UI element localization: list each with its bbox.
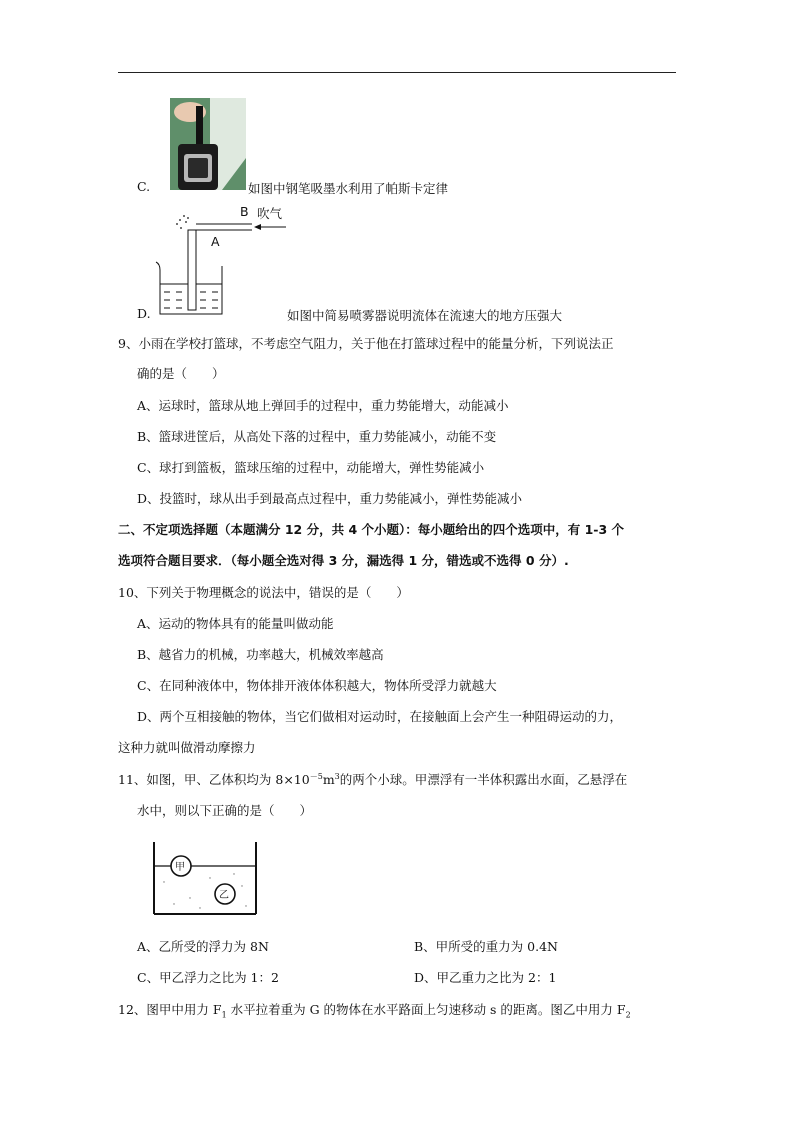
header-rule (118, 72, 676, 73)
ball-yi-label: 乙 (219, 890, 229, 901)
q11-exponent: －5 (309, 771, 323, 781)
q10-option-c: C、在同种液体中，物体排开液体体积越大，物体所受浮力就越大 (137, 678, 497, 693)
diagram-label-blow: 吹气 (257, 206, 283, 221)
q9-option-d: D、投篮时，球从出手到最高点过程中，重力势能减小，弹性势能减小 (137, 491, 523, 506)
q12-stem-pre: 12、图甲中用力 F (118, 1002, 222, 1017)
option-c-letter: C. (137, 179, 151, 194)
q11-unit-exponent: 3 (334, 771, 340, 781)
q11-container-svg (150, 838, 262, 918)
q11-option-c: C、甲乙浮力之比为 1：2 (137, 970, 279, 985)
q11-unit: m (322, 772, 335, 787)
q10-option-d-line2: 这种力就叫做滑动摩擦力 (118, 740, 256, 755)
section2-heading-line2: 选项符合题目要求．（每小题全选对得 3 分，漏选得 1 分，错选或不选得 0 分）. (118, 553, 569, 568)
option-c-text: 如图中钢笔吸墨水利用了帕斯卡定律 (248, 181, 449, 196)
q11-stem-line2: 水中，则以下正确的是（ ） (137, 803, 313, 818)
q9-stem-line2: 确的是（ ） (137, 366, 225, 381)
q11-option-a: A、乙所受的浮力为 8N (137, 939, 269, 954)
diagram-label-a: A (211, 234, 220, 249)
q10-stem: 10、下列关于物理概念的说法中，错误的是（ ） (118, 585, 409, 600)
option-d-text: 如图中简易喷雾器说明流体在流速大的地方压强大 (287, 308, 563, 323)
q9-option-b: B、篮球进筐后，从高处下落的过程中，重力势能减小，动能不变 (137, 429, 497, 444)
q11-stem-line1 (118, 770, 627, 788)
q12-sub2: 2 (625, 1010, 631, 1020)
q11-stem-post: 的两个小球。甲漂浮有一半体积露出水面，乙悬浮在 (339, 772, 628, 787)
q10-option-d-line1: D、两个互相接触的物体，当它们做相对运动时，在接触面上会产生一种阻碍运动的力， (137, 709, 623, 724)
q9-option-a: A、运球时，篮球从地上弹回手的过程中，重力势能增大，动能减小 (137, 398, 509, 413)
q11-water-container-diagram (150, 838, 262, 918)
q10-option-a: A、运动的物体具有的能量叫做动能 (137, 616, 334, 631)
q12-stem (118, 1000, 631, 1020)
option-d-letter: D. (137, 306, 151, 321)
q9-stem-line1: 9、小雨在学校打篮球，不考虑空气阻力，关于他在打篮球过程中的能量分析，下列说法正 (118, 336, 614, 351)
q11-stem-pre: 11、如图，甲、乙体积均为 8×10 (118, 772, 310, 787)
pen-ink-illustration (170, 98, 246, 190)
q12-stem-mid: 水平拉着重为 G 的物体在水平路面上匀速移动 s 的距离。图乙中用力 F (226, 1002, 626, 1017)
q12-sub1: 1 (221, 1010, 227, 1020)
q11-option-d: D、甲乙重力之比为 2：1 (414, 970, 557, 985)
q9-option-c: C、球打到篮板，篮球压缩的过程中，动能增大，弹性势能减小 (137, 460, 485, 475)
ball-jia-label: 甲 (175, 862, 185, 873)
q11-option-b: B、甲所受的重力为 0.4N (414, 939, 558, 954)
q10-option-b: B、越省力的机械，功率越大，机械效率越高 (137, 647, 384, 662)
pen-ink-photo (170, 98, 246, 190)
diagram-label-b: B (240, 204, 249, 219)
section2-heading-line1: 二、不定项选择题（本题满分 12 分，共 4 个小题）：每小题给出的四个选项中，有 1-3 个 (118, 522, 625, 537)
